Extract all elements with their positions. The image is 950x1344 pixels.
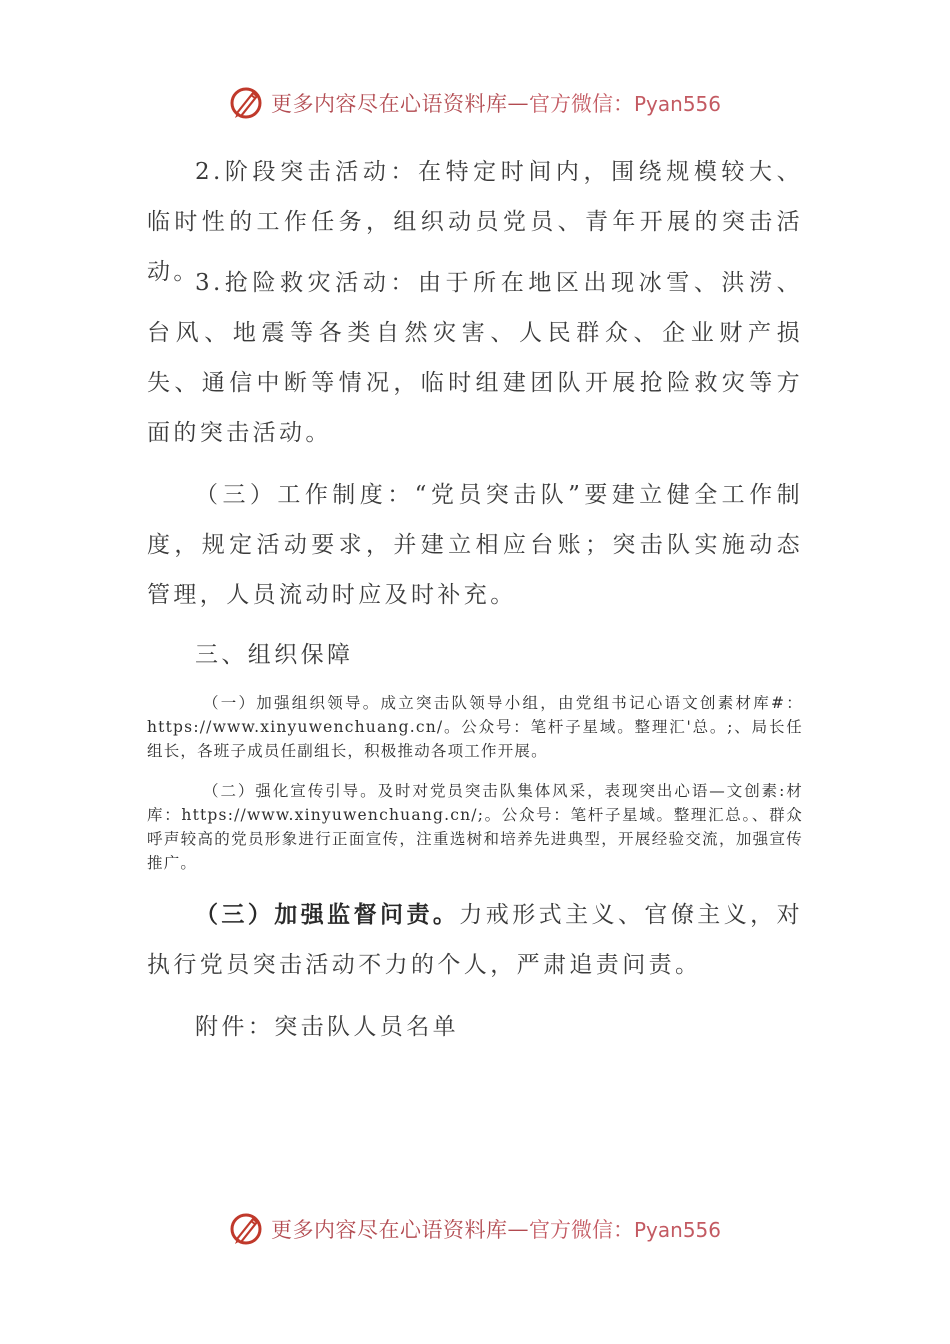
- section-heading-organizational-guarantee: 三、组织保障: [195, 642, 354, 668]
- banner-contact-id: Pyan556: [633, 1218, 721, 1242]
- footer-banner: [0, 1209, 950, 1249]
- paragraph-leadership: （一）加强组织领导。成立突击队领导小组，由党组书记心语文创素材库#：https://www.xinyuwenchuang.cn/。公众号：笔杆子星域。整理汇'总。;、局长任组长，各班子成员任副组长，积极推动各项工作开展。: [147, 694, 803, 760]
- banner-contact-label: 官方微信：: [528, 1218, 634, 1242]
- banner-contact-id: Pyan556: [633, 92, 721, 116]
- banner-dash: —: [507, 1217, 529, 1241]
- paragraph-stage-activity: 2.阶段突击活动：在特定时间内，围绕规模较大、临时性的工作任务，组织动员党员、青年开展的突击活动。: [147, 159, 803, 285]
- supervision-body: 力戒形式主义、官僚主义，对执行党员突击活动不力的个人，严肃追责问责。: [147, 902, 804, 978]
- paragraph-rescue-activity: 3.抢险救灾活动：由于所在地区出现冰雪、洪涝、台风、地震等各类自然灾害、人民群众、企业财产损失、通信中断等情况，临时组建团队开展抢险救灾等方面的突击活动。: [147, 270, 803, 446]
- banner-slogan: 更多内容尽在心语资料库: [270, 92, 508, 116]
- header-banner: [0, 83, 950, 123]
- pen-logo-icon: [229, 1211, 265, 1247]
- paragraph-work-system: （三）工作制度：“党员突击队”要建立健全工作制度，规定活动要求，并建立相应台账；突击队实施动态管理，人员流动时应及时补充。: [147, 482, 803, 608]
- banner-slogan: 更多内容尽在心语资料库: [270, 1218, 508, 1242]
- attachment-line: 附件：突击队人员名单: [195, 1014, 459, 1040]
- pen-logo-icon: [229, 85, 265, 121]
- banner-contact: [529, 88, 721, 118]
- paragraph-publicity: （二）强化宣传引导。及时对党员突击队集体风采，表现突出心语—文创素:材库：https://www.xinyuwenchuang.cn/;。公众号：笔杆子星域。整理汇总。、群众呼声较高的党员形象进行正面宣传，注重选树和培养先进典型，开展经验交流，加强宣传推广。: [147, 782, 803, 872]
- paragraph-supervision: [147, 890, 803, 990]
- banner-contact: [529, 1214, 721, 1244]
- banner-dash: —: [507, 91, 529, 115]
- banner-contact-label: 官方微信：: [528, 92, 634, 116]
- supervision-lead: （三）加强监督问责。: [195, 901, 460, 928]
